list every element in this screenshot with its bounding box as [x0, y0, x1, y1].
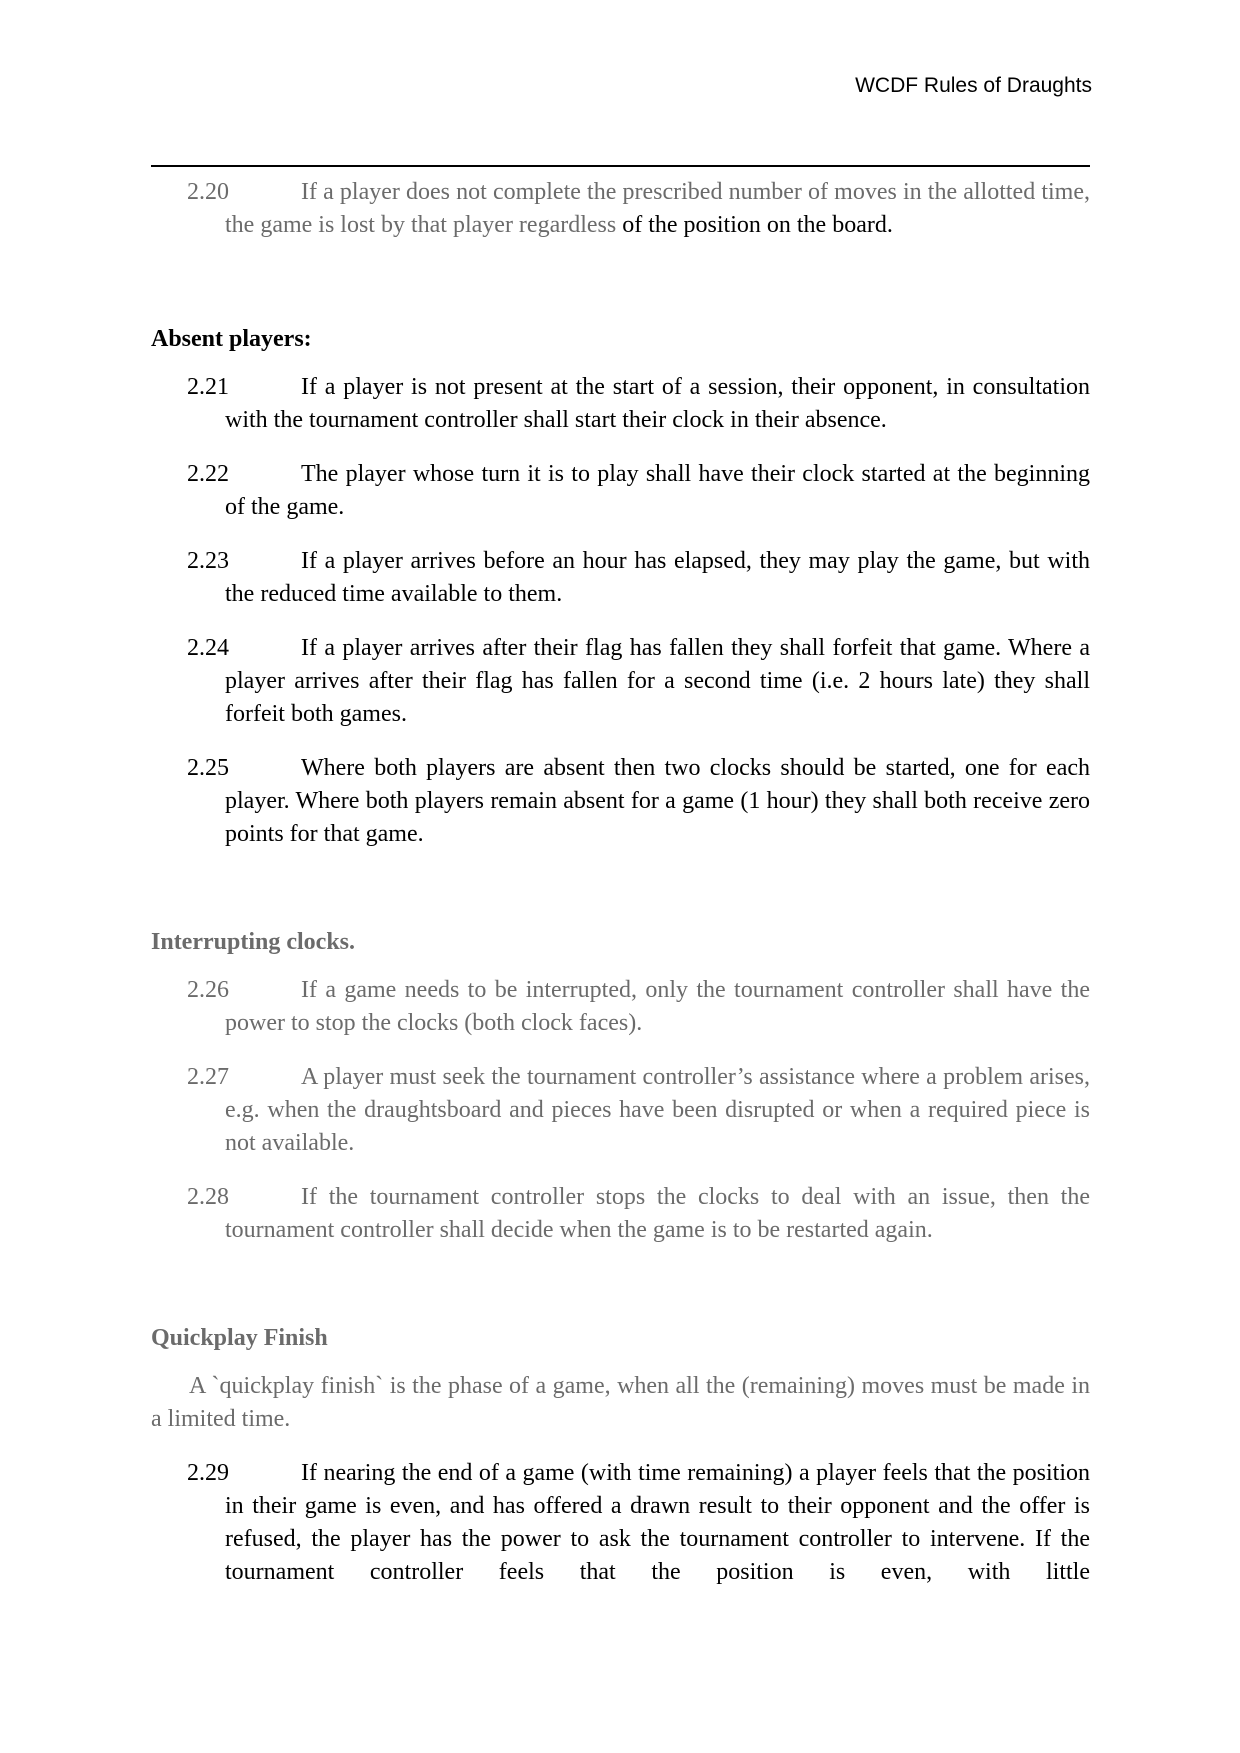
rule-2-22	[151, 458, 1090, 524]
section-heading-absent-players: Absent players:	[151, 326, 312, 352]
page-content	[151, 176, 1090, 1610]
rule-number: 2.25	[187, 755, 229, 781]
rule-number: 2.22	[187, 461, 229, 487]
rule-2-28	[151, 1181, 1090, 1247]
rule-2-23	[151, 545, 1090, 611]
rule-2-20	[151, 176, 1090, 242]
rule-text: If a player arrives after their flag has fallen they shall forfeit that game. Where a player arrives after their flag has fallen for a second time (i.e. 2 hours late) they shall forfeit both games.	[225, 635, 1090, 727]
rule-text: Where both players are absent then two clocks should be started, one for each player. Where both players remain absent for a game (1 hour) they shall both receive zero points for that game.	[225, 755, 1090, 847]
rule-text: The player whose turn it is to play shall have their clock started at the beginning of the game.	[225, 461, 1090, 520]
running-header-title: WCDF Rules of Draughts	[855, 74, 1092, 97]
rule-2-29	[151, 1457, 1090, 1589]
rule-number: 2.24	[187, 635, 229, 661]
quickplay-intro-paragraph: A `quickplay finish` is the phase of a game, when all the (remaining) moves must be made in a limited time.	[151, 1373, 1090, 1432]
rule-text: If nearing the end of a game (with time remaining) a player feels that the position in their game is even, and has offered a drawn result to their opponent and the offer is refused, the player has the power to ask the tournament controller to intervene. If the tournament controller feels that the position is even, with little	[225, 1460, 1090, 1585]
rule-text: A player must seek the tournament controller’s assistance where a problem arises, e.g. when the draughtsboard and pieces have been disrupted or when a required piece is not available.	[225, 1064, 1090, 1156]
rule-2-24	[151, 632, 1090, 731]
rule-text: If the tournament controller stops the clocks to deal with an issue, then the tournament controller shall decide when the game is to be restarted again.	[225, 1184, 1090, 1243]
rule-number: 2.26	[187, 977, 229, 1003]
rule-2-27	[151, 1061, 1090, 1160]
rule-2-25	[151, 752, 1090, 851]
header-divider	[151, 165, 1090, 167]
section-heading-interrupting-clocks: Interrupting clocks.	[151, 929, 355, 955]
rule-number: 2.28	[187, 1184, 229, 1210]
rule-text-black: of the position on the board.	[616, 212, 893, 238]
rule-number: 2.29	[187, 1460, 229, 1486]
rule-number: 2.21	[187, 374, 229, 400]
rule-text: If a player is not present at the start of a session, their opponent, in consultation with the tournament controller shall start their clock in their absence.	[225, 374, 1090, 433]
rule-text-grey: If a player does not complete the prescribed number of moves in the allotted time, the game is lost by that player regardless	[225, 179, 1090, 238]
rule-text: If a game needs to be interrupted, only the tournament controller shall have the power to stop the clocks (both clock faces).	[225, 977, 1090, 1036]
section-heading-quickplay-finish: Quickplay Finish	[151, 1325, 328, 1351]
rule-number: 2.20	[187, 179, 229, 205]
rule-text: If a player arrives before an hour has elapsed, they may play the game, but with the reduced time available to them.	[225, 548, 1090, 607]
rule-number: 2.23	[187, 548, 229, 574]
rule-2-26	[151, 974, 1090, 1040]
rule-number: 2.27	[187, 1064, 229, 1090]
rule-2-21	[151, 371, 1090, 437]
